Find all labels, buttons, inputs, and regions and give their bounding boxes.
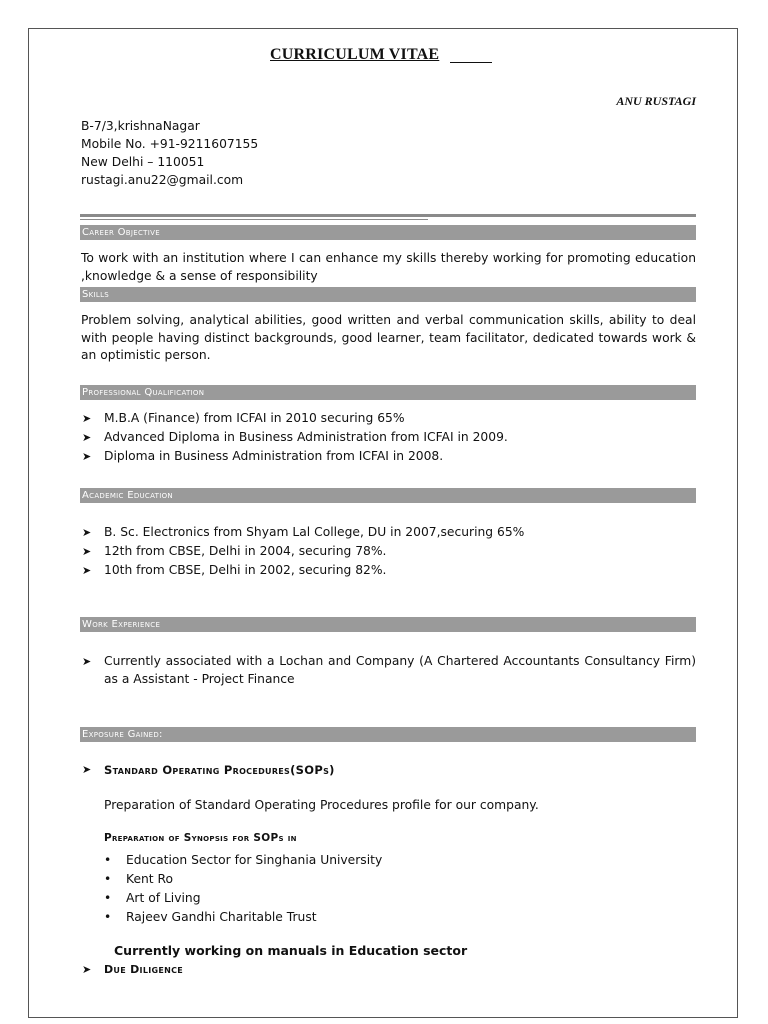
list-item: ➤ Currently associated with a Lochan and Company (A Chartered Accountants Consultancy Firm) as a Assistant - Project Finance <box>82 654 696 686</box>
arrow-bullet-icon: ➤ <box>82 412 92 425</box>
list-item: ➤ 10th from CBSE, Delhi in 2002, securing 82%. <box>82 561 696 580</box>
contact-mobile: Mobile No. +91-9211607155 <box>81 137 259 151</box>
section-header-exposure-gained: Exposure Gained: <box>80 727 696 742</box>
arrow-bullet-icon: ➤ <box>82 450 92 463</box>
round-bullet-icon: • <box>104 872 112 886</box>
contact-city: New Delhi – 110051 <box>81 155 205 169</box>
arrow-bullet-icon: ➤ <box>82 526 92 539</box>
academic-education-list <box>82 523 696 580</box>
sop-text: Preparation of Standard Operating Procedures profile for our company. <box>104 798 539 812</box>
divider-thin <box>80 219 428 220</box>
arrow-bullet-icon: ➤ <box>82 963 92 976</box>
contact-address: B-7/3,krishnaNagar <box>81 119 200 133</box>
list-item: ➤ 12th from CBSE, Delhi in 2004, securing 78%. <box>82 542 696 561</box>
section-header-professional-qualification: Professional Qualification <box>80 385 696 400</box>
list-item: ➤ Diploma in Business Administration from ICFAI in 2008. <box>82 447 696 466</box>
document-title: CURRICULUM VITAE <box>270 46 440 63</box>
sop-title: Standard Operating Procedures(SOPs) <box>104 763 335 777</box>
list-item: ➤ Advanced Diploma in Business Administration from ICFAI in 2009. <box>82 428 696 447</box>
round-bullet-icon: • <box>104 853 112 867</box>
career-objective-text: To work with an institution where I can enhance my skills thereby working for promoting education ,knowledge & a sense of responsibility <box>81 251 696 283</box>
list-item: • Education Sector for Singhania University <box>104 851 382 870</box>
arrow-bullet-icon: ➤ <box>82 564 92 577</box>
list-item: ➤ M.B.A (Finance) from ICFAI in 2010 securing 65% <box>82 409 696 428</box>
arrow-bullet-icon: ➤ <box>82 545 92 558</box>
round-bullet-icon: • <box>104 891 112 905</box>
contact-email: rustagi.anu22@gmail.com <box>81 173 244 187</box>
arrow-bullet-icon: ➤ <box>82 431 92 444</box>
list-item: • Kent Ro <box>104 870 382 889</box>
synopsis-list <box>104 851 382 927</box>
section-header-skills: Skills <box>80 287 696 302</box>
section-header-work-experience: Work Experience <box>80 617 696 632</box>
contact-block <box>81 117 258 189</box>
skills-text: Problem solving, analytical abilities, good written and verbal communication skills, ability to deal with people having distinct backgrounds, good learner, team facilitator, dedicated towards work & an optimistic person. <box>81 313 696 362</box>
candidate-name: ANU RUSTAGI <box>616 94 696 108</box>
arrow-bullet-icon: ➤ <box>82 763 92 776</box>
current-work-note: Currently working on manuals in Education sector <box>114 943 468 958</box>
list-item: • Rajeev Gandhi Charitable Trust <box>104 908 382 927</box>
list-item: ➤ B. Sc. Electronics from Shyam Lal College, DU in 2007,securing 65% <box>82 523 696 542</box>
section-header-career-objective: Career Objective <box>80 225 696 240</box>
divider-thick <box>80 214 696 217</box>
arrow-bullet-icon: ➤ <box>82 655 92 668</box>
work-experience-list <box>82 653 696 688</box>
list-item: • Art of Living <box>104 889 382 908</box>
round-bullet-icon: • <box>104 910 112 924</box>
title-underline <box>450 62 492 63</box>
section-header-academic-education: Academic Education <box>80 488 696 503</box>
due-diligence-title: Due Diligence <box>104 963 184 976</box>
synopsis-title: Preparation of Synopsis for SOPs in <box>104 832 297 844</box>
professional-qualification-list <box>82 409 696 466</box>
